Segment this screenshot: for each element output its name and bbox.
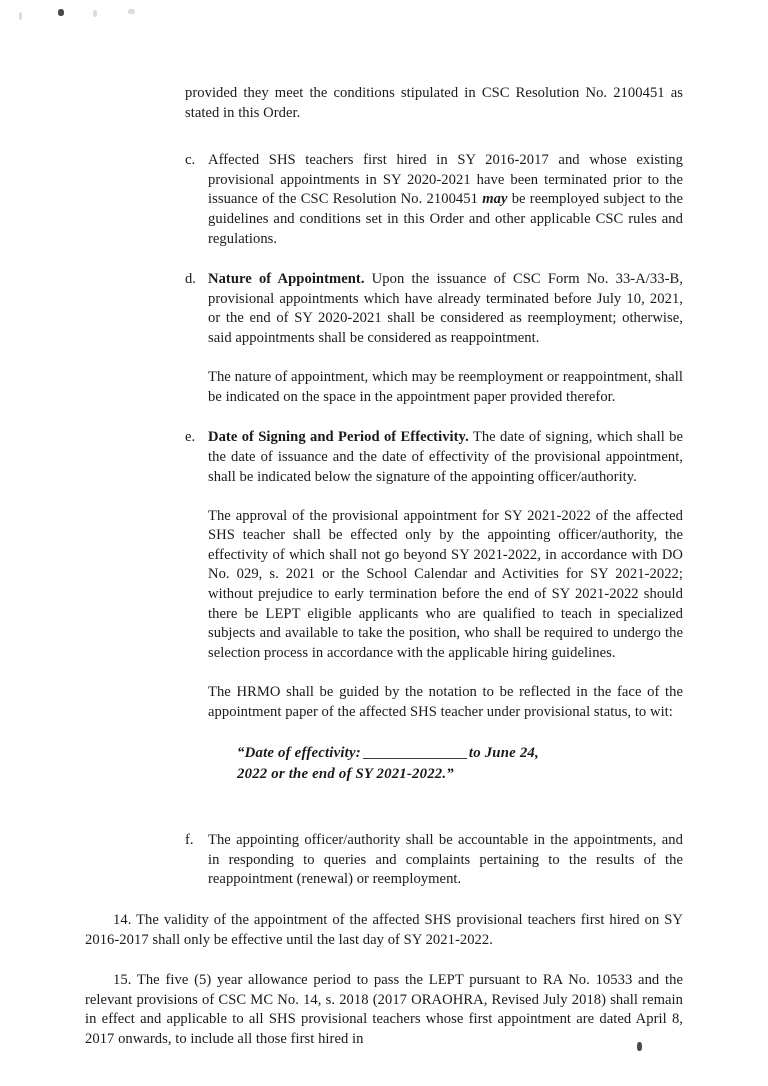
list-marker-f: f. — [185, 832, 194, 849]
numbered-paragraph-14: 14. The validity of the appointment of the affected SHS provisional teachers first hired on SY 2016-2017 shall only be effective until the last day of SY 2021-2022. — [85, 912, 683, 948]
quote-second-line: 2022 or the end of SY 2021-2022.” — [237, 765, 454, 782]
item-e-lead-in: Date of Signing and Period of Effectivity. — [208, 429, 469, 446]
spacer — [85, 784, 683, 812]
quote-opening-text: “Date of effectivity: — [237, 745, 361, 762]
item-d-text: Upon the issuance of CSC Form No. 33-A/33-B, provisional appointments which have already terminated before July 10, 2021, or the end of SY 2020-2021 shall be considered as reemployment; otherwise, said appointments shall be considered as reappointment. — [208, 271, 683, 346]
spacer — [85, 950, 683, 971]
item-d-lead-in: Nature of Appointment. — [208, 271, 365, 288]
spacer — [85, 123, 683, 151]
item-c-text-part1: Affected SHS teachers first hired in SY 2016-2017 and whose existing provisional appointments in SY 2020-2021 have been terminated prior to the issuance of the CSC Resolution No. 2100451 — [208, 152, 683, 208]
list-item-c — [185, 151, 683, 249]
list-item-d-body — [208, 270, 683, 407]
list-item-f-body — [208, 831, 683, 890]
scan-speck-icon — [93, 10, 97, 17]
quote-first-line — [237, 743, 597, 764]
spacer — [85, 812, 683, 831]
list-item-e-body — [208, 428, 683, 722]
list-item-e-paragraph-1 — [208, 428, 683, 487]
list-item-f-text: The appointing officer/authority shall be accountable in the appointments, and in responding to queries and complaints pertaining to the results of the reappointment (renewal) or reemployment. — [208, 832, 683, 888]
quote-after-blank-text: to June 24, — [468, 745, 539, 762]
list-item-d-paragraph-2: The nature of appointment, which may be reemployment or reappointment, shall be indicated on the space in the appointment paper provided therefor. — [208, 369, 683, 405]
list-item-d-paragraph-1 — [208, 270, 683, 348]
list-marker-c: c. — [185, 152, 196, 169]
continuation-paragraph: provided they meet the conditions stipulated in CSC Resolution No. 2100451 as stated in this Order. — [185, 85, 683, 121]
list-item-d — [185, 270, 683, 407]
list-item-f — [185, 831, 683, 890]
item-c-text-part2: be reemployed subject to the guidelines and conditions set in this Order and other applicable CSC rules and regulations. — [208, 191, 683, 247]
list-marker-d: d. — [185, 271, 196, 288]
scan-speck-icon — [19, 12, 22, 20]
list-item-e-paragraph-3: The HRMO shall be guided by the notation to be reflected in the face of the appointment paper of the affected SHS teacher under provisional status, to wit: — [208, 684, 683, 720]
spacer — [85, 249, 683, 270]
fill-in-blank-line — [363, 758, 467, 759]
spacer — [85, 722, 683, 743]
item-e-text: The date of signing, which shall be the date of issuance and the date of effectivity of the provisional appointment, shall be indicated below the signature of the appointing officer/authority. — [208, 429, 683, 485]
list-item-c-text — [208, 151, 683, 249]
list-marker-e: e. — [185, 429, 196, 446]
list-item-e-paragraph-2: The approval of the provisional appointment for SY 2021-2022 of the affected SHS teacher shall be effected only by the appointing officer/authority, the effectivity of which shall not go beyond SY 2021-2022, in accordance with DO No. 029, s. 2021 or the School Calendar and Activities for SY 2021-2022; without prejudice to early termination before the end of SY 2021-2022 should there be LEPT eligible applicants who are qualified to teach in specialized subjects and available to take the position, who shall be required to undergo the selection process in accordance with the applicable hiring guidelines. — [208, 507, 683, 661]
item-c-emphasis: may — [482, 191, 508, 208]
list-item-c-body — [208, 151, 683, 249]
scan-speck-icon — [128, 9, 135, 14]
document-text-column — [85, 84, 683, 1050]
quoted-notation-block — [237, 743, 597, 784]
numbered-paragraph-15: 15. The five (5) year allowance period to pass the LEPT pursuant to RA No. 10533 and the relevant provisions of CSC MC No. 14, s. 2018 (2017 ORAOHRA, Revised July 2018) shall remain in effect and applicable to all SHS provisional teachers whose first appointment are dated April 8, 2017 onwards, to include all those first hired in — [85, 972, 683, 1047]
spacer — [85, 407, 683, 428]
list-item-e — [185, 428, 683, 722]
spacer — [85, 890, 683, 911]
scan-speck-icon — [58, 9, 64, 16]
